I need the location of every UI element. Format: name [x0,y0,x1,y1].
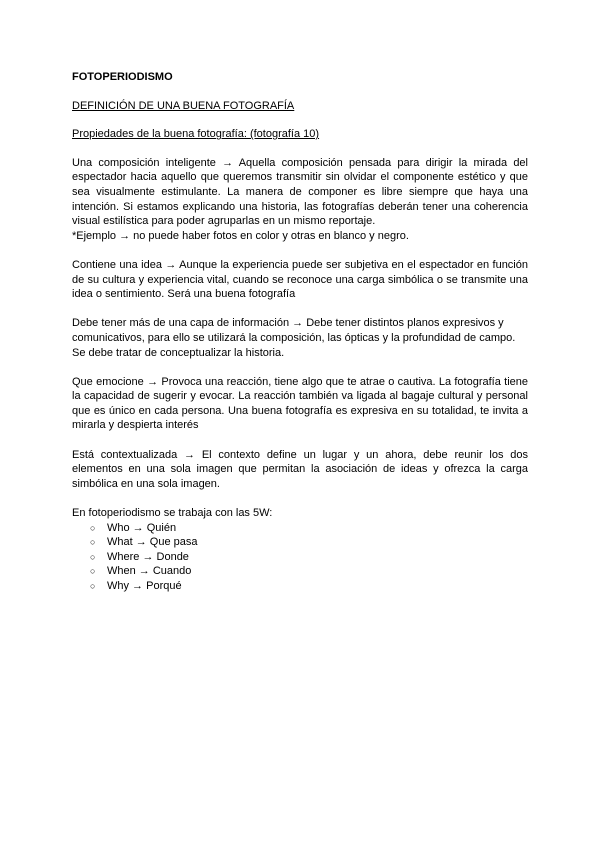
paragraph-idea: Contiene una idea → Aunque la experiencia puede ser subjetiva en el espectador en función de su cultura y experiencia vital, cuando se reconoce una carga simbólica o se transmite una idea o sentimiento. Será una buena fotografía [72,258,528,301]
section-title: DEFINICIÓN DE UNA BUENA FOTOGRAFÍA [72,99,295,112]
circle-bullet-icon: ○ [90,522,96,533]
document-page [72,70,528,594]
list-item: ○ What → Que pasa [90,536,198,549]
list-item: ○ Where → Donde [90,550,189,563]
circle-bullet-icon: ○ [90,551,96,562]
section-subheading: Propiedades de la buena fotografía: (fotografía 10) [72,128,320,141]
circle-bullet-icon: ○ [90,537,96,548]
list-intro: En fotoperiodismo se trabaja con las 5W: [72,507,273,520]
paragraph-text: Una composición inteligente → Aquella composición pensada para dirigir la mirada del espectador hacia aquello que queremos transmitir sin olvidar el componente estético y que sea visualmente estimulante. La manera de componer es libre siempre que haya una intención. Si estamos explicando una historia, las fotografías deberán tener una coherencia visual estilística para poder agruparlas en un mismo reportaje. [72,156,528,228]
paragraph-emocione: Que emocione → Provoca una reacción, tiene algo que te atrae o cautiva. La fotografía tiene la capacidad de sugerir y evocar. La reacción también va ligada al bagaje cultural y personal que es único en cada persona. Una buena fotografía es expresiva en su totalidad, te invita a mirarla y despierta interés [72,375,528,432]
list-item: ○ Who → Quién [90,521,177,534]
five-w-list [72,521,528,594]
circle-bullet-icon: ○ [90,566,96,577]
circle-bullet-icon: ○ [90,581,96,591]
document-title: FOTOPERIODISMO [72,71,173,83]
paragraph-note: *Ejemplo → no puede haber fotos en color y otras en blanco y negro. [72,229,409,242]
paragraph-capas: Debe tener más de una capa de información → Debe tener distintos planos expresivos y comunicativos, para ello se utilizará la composición, las ópticas y la profundidad de campo. Se debe tratar de conceptualizar la historia. [72,317,516,359]
paragraph-composicion [72,156,528,244]
list-item: ○ Why → Porqué [90,580,182,592]
paragraph-contexto: Está contextualizada → El contexto define un lugar y un ahora, debe reunir los dos elementos en una sola imagen que permitan la asociación de ideas y ofrezca la carga simbólica en una sola imagen. [72,448,528,490]
list-item: ○ When → Cuando [90,565,192,578]
